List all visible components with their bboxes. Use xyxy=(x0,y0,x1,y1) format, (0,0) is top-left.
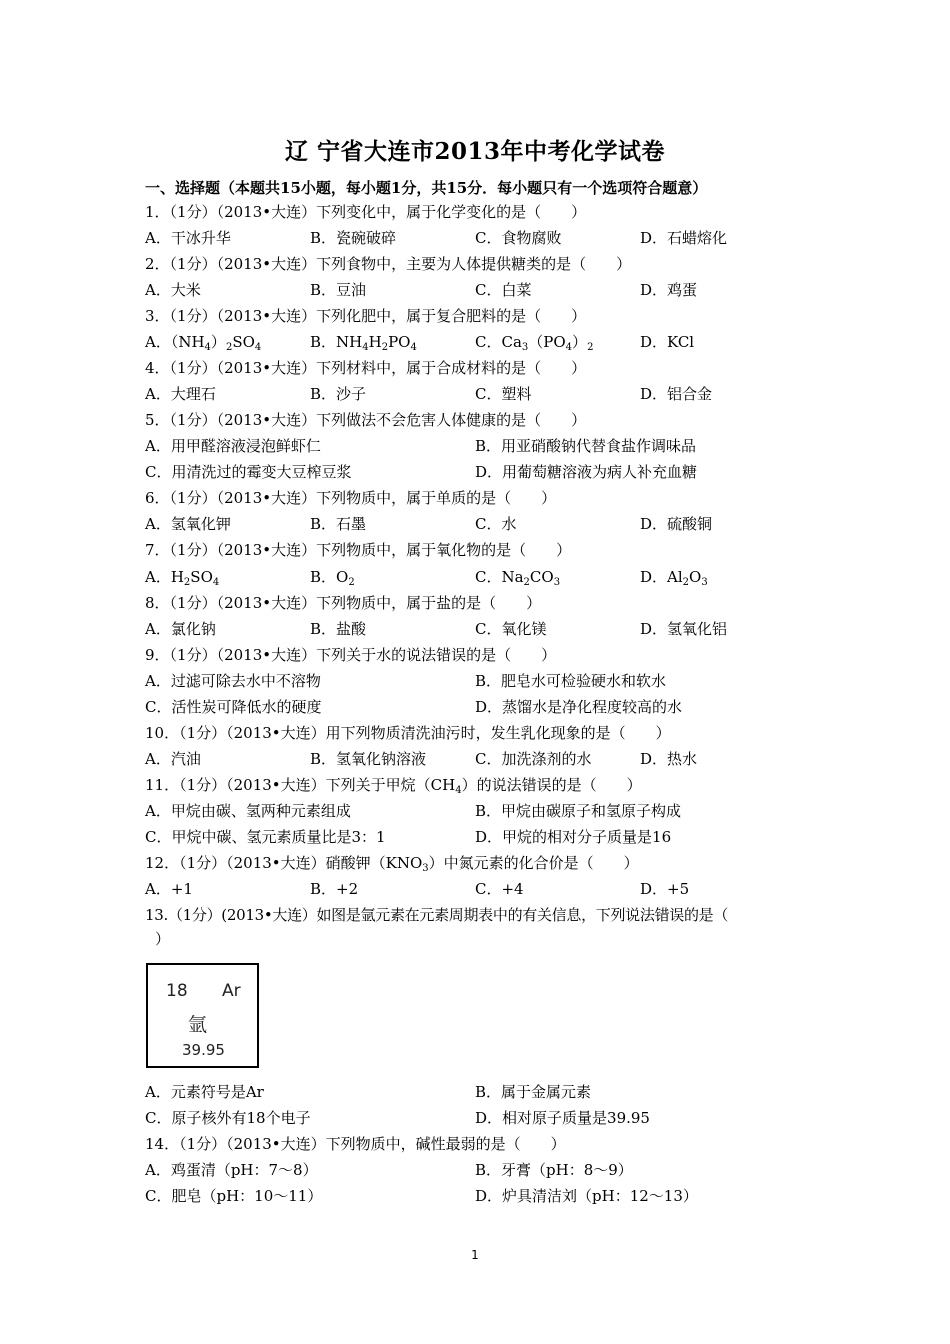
question-12-stem: 12．（1分）（2013•大连）硝酸钾$(KNO_3)$中氮元素的化合价是（ ） xyxy=(145,854,639,874)
question-12-option-d: D．+5 xyxy=(640,880,690,898)
question-14-stem: 14．（1分）（2013•大连）下列物质中，碱性最弱的是（ ） xyxy=(145,1135,566,1153)
question-4-option-d: D．铝合金 xyxy=(640,385,713,403)
question-3-stem: 3．（1分）（2013•大连）下列化肥中，属于复合肥料的是（ ） xyxy=(145,307,587,325)
question-5-stem: 5．（1分）（2013•大连）下列做法不会危害人体健康的是（ ） xyxy=(145,411,587,429)
question-3-option-b: B．$NH_4H_2PO_4$ xyxy=(310,333,417,353)
question-4-option-a: A．大理石 xyxy=(145,385,216,403)
question-8-option-c: C．氧化镁 xyxy=(475,620,547,638)
question-7-stem: 7．（1分）（2013•大连）下列物质中，属于氧化物的是（ ） xyxy=(145,541,572,559)
question-10-stem: 10．（1分）（2013•大连）用下列物质清洗油污时，发生乳化现象的是（ ） xyxy=(145,724,671,742)
question-10-option-a: A．汽油 xyxy=(145,750,201,768)
question-13-option-d: D．相对原子质量是39.95 xyxy=(475,1109,650,1127)
atomic-mass: 39.95 xyxy=(182,1041,225,1059)
question-2-stem: 2．（1分）（2013•大连）下列食物中，主要为人体提供糖类的是（ ） xyxy=(145,255,632,273)
question-1-stem: 1．（1分）（2013•大连）下列变化中，属于化学变化的是（ ） xyxy=(145,203,587,221)
question-12-option-b: B．+2 xyxy=(310,880,359,898)
question-12-option-c: C．+4 xyxy=(475,880,524,898)
question-13-option-b: B．属于金属元素 xyxy=(475,1083,592,1101)
question-4-stem: 4．（1分）（2013•大连）下列材料中，属于合成材料的是（ ） xyxy=(145,359,587,377)
question-7-option-a: A．$H_2SO_4$ xyxy=(145,568,220,588)
question-14-option-c: C．肥皂（pH：10～11） xyxy=(145,1187,323,1205)
question-5-option-a: A．用甲醛溶液浸泡鲜虾仁 xyxy=(145,437,321,455)
question-6-stem: 6．（1分）（2013•大连）下列物质中，属于单质的是（ ） xyxy=(145,489,557,507)
question-5-option-c: C．用清洗过的霉变大豆榨豆浆 xyxy=(145,463,352,481)
question-13-stem: 13.（1分）(2013•大连）如图是氩元素在元素周期表中的有关信息，下列说法错误的是（ xyxy=(145,906,729,924)
question-10-option-b: B．氢氧化钠溶液 xyxy=(310,750,427,768)
question-6-option-b: B．石墨 xyxy=(310,515,367,533)
question-6-option-a: A．氢氧化钾 xyxy=(145,515,231,533)
question-5-option-d: D．用葡萄糖溶液为病人补充血糖 xyxy=(475,463,698,481)
question-14-option-a: A．鸡蛋清（pH：7～8） xyxy=(145,1161,318,1179)
element-symbol: Ar xyxy=(222,981,241,1001)
question-3-option-d: D．KCl xyxy=(640,333,695,351)
question-9-stem: 9．（1分）（2013•大连）下列关于水的说法错误的是（ ） xyxy=(145,646,557,664)
question-11-option-c: C．甲烷中碳、氢元素质量比是3：1 xyxy=(145,828,386,846)
question-6-option-c: C．水 xyxy=(475,515,517,533)
question-1-option-a: A．干冰升华 xyxy=(145,229,231,247)
question-9-option-d: D．蒸馏水是净化程度较高的水 xyxy=(475,698,683,716)
question-7-option-b: B．$O_2$ xyxy=(310,568,355,588)
question-14-option-d: D．炉具清洁刘（pH：12～13） xyxy=(475,1187,698,1205)
argon-element-card xyxy=(146,963,259,1068)
question-10-option-c: C．加洗涤剂的水 xyxy=(475,750,592,768)
question-5-option-b: B．用亚硝酸钠代替食盐作调味品 xyxy=(475,437,697,455)
question-11-option-d: D．甲烷的相对分子质量是16 xyxy=(475,828,672,846)
question-4-option-c: C．塑料 xyxy=(475,385,532,403)
question-10-option-d: D．热水 xyxy=(640,750,698,768)
question-3-option-c: C．$Ca_3(PO_4)_2$ xyxy=(475,333,594,353)
question-11-option-a: A．甲烷由碳、氢两种元素组成 xyxy=(145,802,351,820)
question-13-option-a: A．元素符号是Ar xyxy=(145,1083,264,1101)
question-11-stem: 11．（1分）（2013•大连）下列关于甲烷$(CH_4)$的说法错误的是（ ） xyxy=(145,776,642,796)
question-4-option-b: B．沙子 xyxy=(310,385,367,403)
atomic-number: 18 xyxy=(166,981,188,1001)
question-1-option-b: B．瓷碗破碎 xyxy=(310,229,397,247)
question-2-option-d: D．鸡蛋 xyxy=(640,281,698,299)
question-9-option-b: B．肥皂水可检验硬水和软水 xyxy=(475,672,667,690)
question-13-option-c: C．原子核外有18个电子 xyxy=(145,1109,311,1127)
question-1-option-c: C．食物腐败 xyxy=(475,229,562,247)
question-11-option-b: B．甲烷由碳原子和氢原子构成 xyxy=(475,802,682,820)
question-13-stem-continued: ） xyxy=(155,930,171,948)
question-8-option-d: D．氢氧化铝 xyxy=(640,620,728,638)
question-2-option-c: C．白菜 xyxy=(475,281,532,299)
question-14-option-b: B．牙膏（pH：8～9） xyxy=(475,1161,633,1179)
question-2-option-b: B．豆油 xyxy=(310,281,367,299)
element-name: 氩 xyxy=(188,1014,208,1036)
question-1-option-d: D．石蜡熔化 xyxy=(640,229,728,247)
question-7-option-c: C．$Na_2CO_3$ xyxy=(475,568,561,588)
question-8-option-a: A．氯化钠 xyxy=(145,620,216,638)
question-3-option-a: A．$(NH_4)_2SO_4$ xyxy=(145,333,262,353)
question-2-option-a: A．大米 xyxy=(145,281,201,299)
section-heading: 一、选择题（本题共15小题，每小题1分，共15分．每小题只有一个选项符合题意） xyxy=(145,179,708,197)
page-number: 1 xyxy=(471,1248,479,1262)
question-9-option-c: C．活性炭可降低水的硬度 xyxy=(145,698,322,716)
question-12-option-a: A．+1 xyxy=(145,880,193,898)
question-8-stem: 8．（1分）（2013•大连）下列物质中，属于盐的是（ ） xyxy=(145,594,542,612)
exam-title: 辽 宁省大连市2013年中考化学试卷 xyxy=(284,138,666,165)
question-9-option-a: A．过滤可除去水中不溶物 xyxy=(145,672,321,690)
question-7-option-d: D．$Al_2O_3$ xyxy=(640,568,708,588)
question-6-option-d: D．硫酸铜 xyxy=(640,515,713,533)
question-8-option-b: B．盐酸 xyxy=(310,620,367,638)
